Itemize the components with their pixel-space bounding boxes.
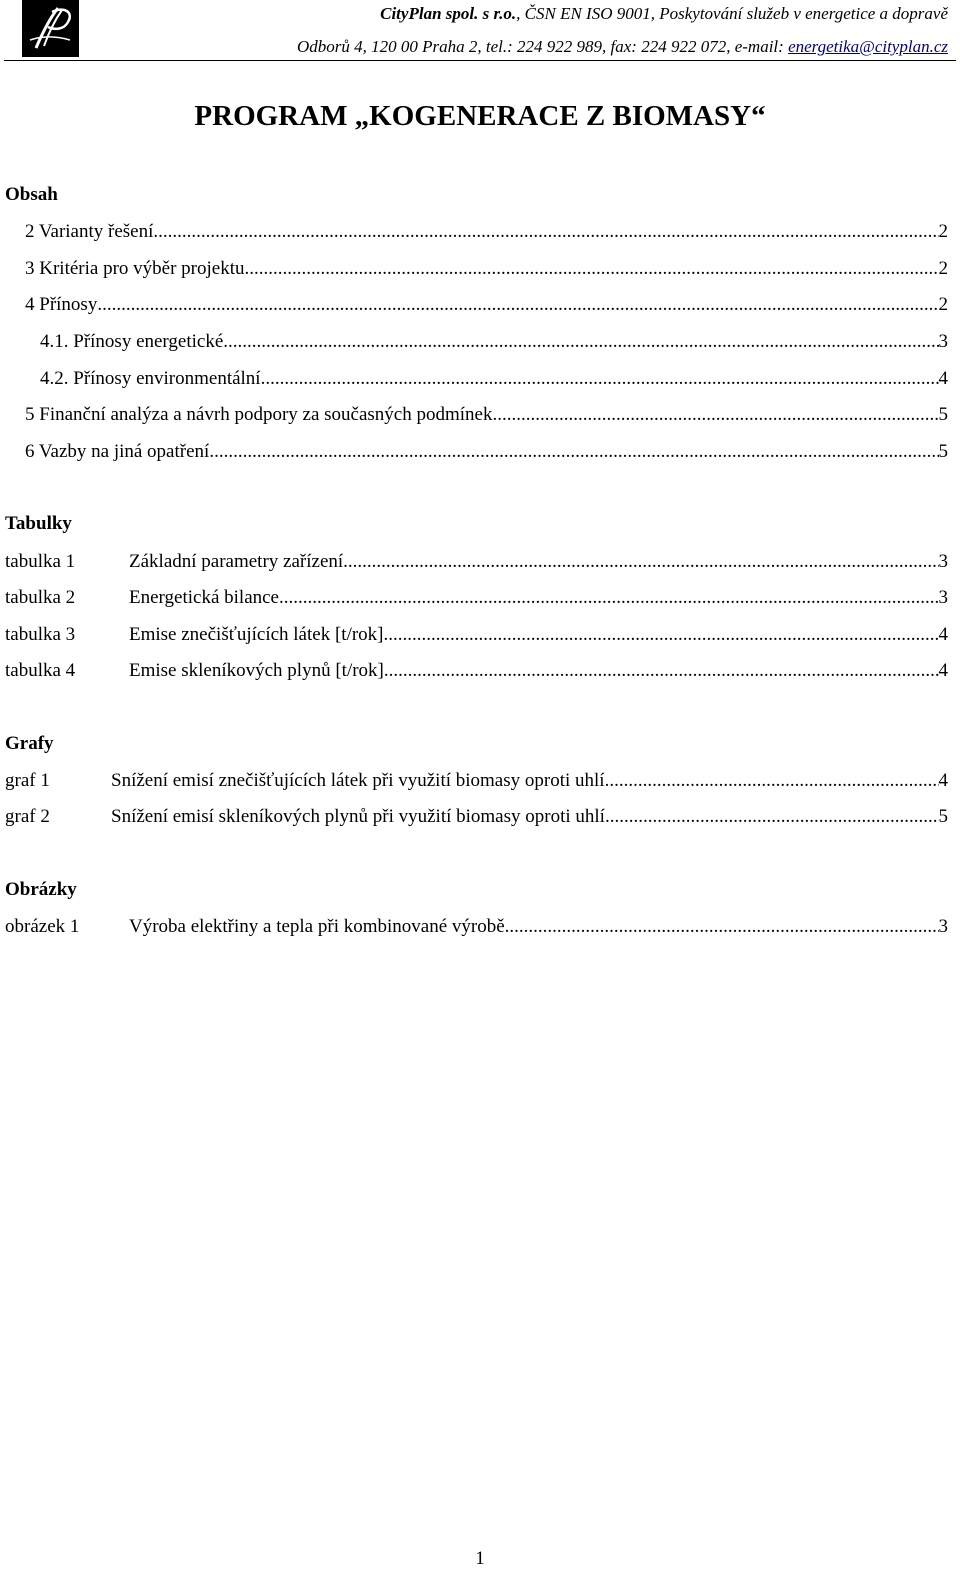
toc-dot-leader: [384, 624, 939, 646]
toc-entry-text: Výroba elektřiny a tepla při kombinované výrobě: [129, 916, 505, 937]
toc-dot-leader: [279, 587, 939, 609]
toc-dot-leader: [209, 441, 938, 463]
company-logo: [22, 0, 79, 57]
toc-dot-leader: [261, 368, 939, 390]
toc-entry-text: Snížení emisí znečišťujících látek při využití biomasy oproti uhlí: [111, 770, 605, 791]
tables-heading: Tabulky: [5, 513, 72, 534]
toc-page-number: 4: [938, 770, 948, 791]
toc-entry-text: Energetická bilance: [129, 587, 279, 608]
toc-entry-text: 6 Vazby na jiná opatření: [25, 441, 210, 462]
company-name: CityPlan spol. s r.o.: [380, 4, 517, 23]
toc-dot-leader: [384, 660, 939, 682]
toc-entry-text: Snížení emisí skleníkových plynů při využití biomasy oproti uhlí: [111, 806, 605, 827]
table-list-label: tabulka 4: [5, 660, 76, 681]
toc-dot-leader: [605, 806, 939, 828]
toc-page-number: 2: [938, 258, 948, 279]
toc-page-number: 3: [938, 916, 948, 937]
header-divider: [4, 60, 956, 61]
graph-list-label: graf 1: [5, 770, 50, 791]
figure-list-entry[interactable]: [129, 916, 948, 938]
figures-heading: Obrázky: [5, 879, 77, 900]
toc-entry[interactable]: [25, 221, 948, 243]
toc-dot-leader: [97, 294, 938, 316]
toc-entry-text: Emise znečišťujících látek [t/rok]: [129, 624, 384, 645]
toc-page-number: 3: [938, 331, 948, 352]
email-link[interactable]: energetika@cityplan.cz: [788, 37, 948, 56]
toc-page-number: 4: [938, 368, 948, 389]
toc-subentry[interactable]: [40, 331, 948, 353]
toc-dot-leader: [153, 221, 938, 243]
toc-entry-text: Základní parametry zařízení: [129, 551, 344, 572]
toc-page-number: 3: [938, 587, 948, 608]
toc-dot-leader: [505, 916, 939, 938]
table-list-entry[interactable]: [129, 587, 948, 609]
toc-entry-text: 5 Finanční analýza a návrh podpory za současných podmínek: [25, 404, 493, 425]
company-certification: , ČSN EN ISO 9001, Poskytování služeb v energetice a dopravě: [516, 4, 948, 23]
toc-entry-text: 4.1. Přínosy energetické: [40, 331, 224, 352]
toc-page-number: 5: [938, 404, 948, 425]
toc-dot-leader: [605, 770, 939, 792]
toc-entry[interactable]: [25, 294, 948, 316]
header-contact-line: [297, 37, 948, 57]
toc-page-number: 2: [938, 221, 948, 242]
toc-page-number: 2: [938, 294, 948, 315]
toc-dot-leader: [244, 258, 938, 280]
toc-entry-text: 4.2. Přínosy environmentální: [40, 368, 261, 389]
header-company-line: [380, 4, 948, 24]
toc-entry[interactable]: [25, 258, 948, 280]
table-list-label: tabulka 2: [5, 587, 76, 608]
contents-heading: Obsah: [5, 184, 58, 205]
toc-entry[interactable]: [25, 441, 948, 463]
toc-dot-leader: [492, 404, 938, 426]
toc-entry-text: Emise skleníkových plynů [t/rok]: [129, 660, 384, 681]
toc-page-number: 3: [938, 551, 948, 572]
graphs-heading: Grafy: [5, 733, 54, 754]
page-title: PROGRAM „KOGENERACE Z BIOMASY“: [194, 100, 766, 132]
contact-address: Odborů 4, 120 00 Praha 2, tel.: 224 922 989, fax: 224 922 072, e-mail:: [296, 37, 789, 56]
toc-dot-leader: [223, 331, 938, 353]
table-list-label: tabulka 1: [5, 551, 76, 572]
table-list-label: tabulka 3: [5, 624, 76, 645]
table-list-entry[interactable]: [129, 660, 948, 682]
table-list-entry[interactable]: [129, 551, 948, 573]
toc-page-number: 5: [938, 441, 948, 462]
figure-list-label: obrázek 1: [5, 916, 80, 937]
graph-list-entry[interactable]: [111, 770, 948, 792]
graph-list-entry[interactable]: [111, 806, 948, 828]
table-list-entry[interactable]: [129, 624, 948, 646]
graph-list-label: graf 2: [5, 806, 50, 827]
cityplan-logo-icon: [22, 0, 79, 57]
page-number: 1: [475, 1548, 485, 1569]
toc-page-number: 4: [938, 660, 948, 681]
toc-entry-text: 2 Varianty řešení: [25, 221, 154, 242]
toc-entry-text: 3 Kritéria pro výběr projektu: [25, 258, 245, 279]
toc-entry[interactable]: [25, 404, 948, 426]
toc-dot-leader: [343, 551, 938, 573]
toc-page-number: 5: [938, 806, 948, 827]
toc-page-number: 4: [938, 624, 948, 645]
toc-subentry[interactable]: [40, 368, 948, 390]
toc-entry-text: 4 Přínosy: [25, 294, 98, 315]
